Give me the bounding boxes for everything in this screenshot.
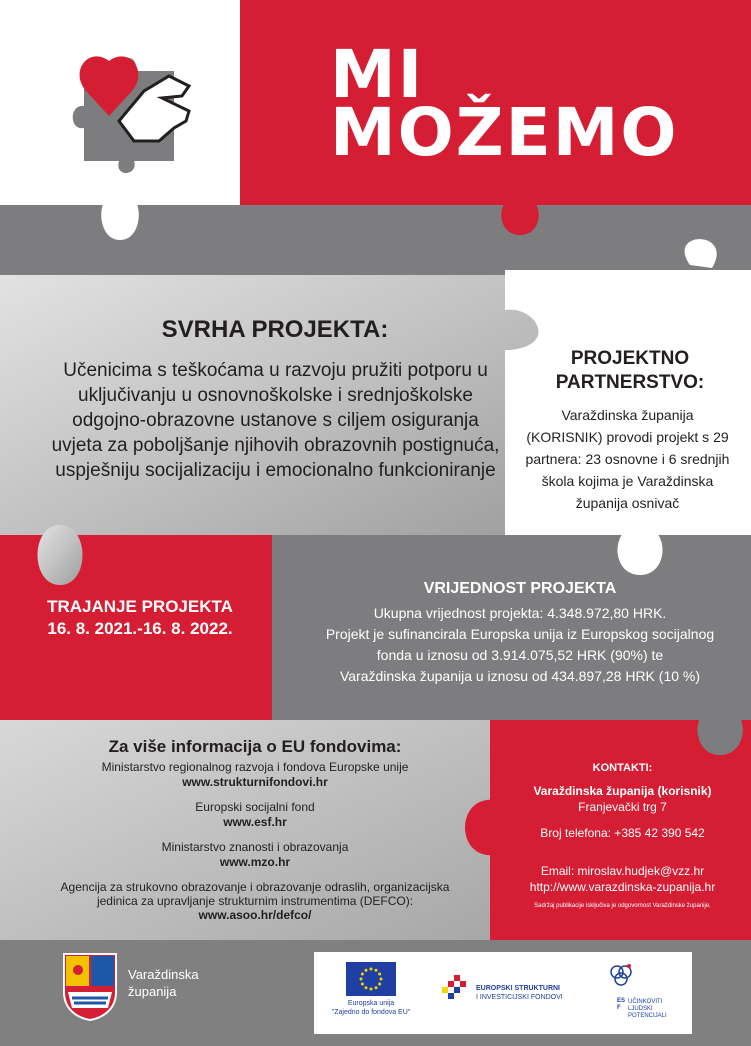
eu-caption [322,999,420,1017]
duration-heading: TRAJANJE PROJEKTA [47,597,233,616]
contacts-email[interactable]: Email: miroslav.hudjek@vzz.hr [540,864,705,878]
esf-caption [628,999,667,1020]
project-logo [64,36,224,186]
duration-dates: 16. 8. 2021.-16. 8. 2022. [47,619,233,638]
duration-block [20,596,260,640]
puzzle-knob-silver-down [38,525,83,585]
puzzle-knob-white-down [618,525,663,575]
partnership-text: Varaždinska županija (KORISNIK) provodi projekt s 29 partnera: 23 osnovne i 6 srednjih škola kojima je Varaždinska županija osnivač [525,407,730,511]
contacts-web[interactable]: http://www.varazdinska-zupanija.hr [529,880,716,894]
esf-emblem-icon [608,962,634,996]
contacts-heading: KONTAKTI: [592,762,653,774]
partnership-heading [520,347,740,395]
value-line-4: Varaždinska županija u iznosu od 434.897,28 HRK (10 %) [339,668,701,684]
value-block [300,580,740,687]
partnership-heading-line-1: PROJEKTNO [570,348,690,369]
eu-caption-line-2: "Zajedno do fondova EU" [331,1009,411,1016]
purpose-heading: SVRHA PROJEKTA: [161,316,389,343]
puzzle-knob-gray-down [698,705,743,755]
puzzle-knob-red [501,195,539,235]
info-item-1-link[interactable]: www.strukturnifondovi.hr [182,775,328,789]
info-item-3-link[interactable]: www.mzo.hr [219,855,291,869]
county-name-line-1: Varaždinska [128,967,199,982]
contacts-block [500,762,745,910]
purpose-text: Učenicima s teškoćama u razvoju pružiti potporu u uključivanju u osnovnoškolske i srednjoškolske odgojno-obrazovne ustanove s ciljem osiguranja uvjeta za poboljšanje njihovih obrazovnih postignuća, uspješniju socijalizaciju i emocionalno funkcioniranje [51,360,500,481]
info-item-2-link[interactable]: www.esf.hr [223,815,287,829]
info-item-3-name: Ministarstvo znanosti i obrazovanja [161,840,349,854]
puzzle-knob-white [101,190,139,240]
partnership-heading-line-2: PARTNERSTVO: [555,372,705,393]
info-heading: Za više informacija o EU fondovima: [108,737,402,756]
info-item-4-name: Agencija za strukovno obrazovanje i obrazovanje odraslih, organizacijska jedinica za upravljanje strukturnim instrumentima (DEFCO): [60,880,450,908]
contacts-disclaimer: Sadržaj publikacije isključiva je odgovornost Varaždinske županije. [534,903,711,909]
value-line-2: Projekt je sufinancirala Europska unija iz Europskog socijalnog [325,626,715,642]
esf-caption-line-2: LJUDSKI [628,1006,653,1012]
info-item-1-name: Ministarstvo regionalnog razvoja i fondova Europske unije [101,760,409,774]
esf-caption-line-1: UČINKOVITI [628,999,663,1005]
info-item-2-name: Europski socijalni fond [195,800,315,814]
info-block [20,737,490,923]
contacts-address: Franjevački trg 7 [578,800,667,814]
puzzle-knob-white-right [685,239,717,268]
value-heading: VRIJEDNOST PROJEKTA [423,580,617,597]
county-name-line-2: županija [128,984,177,999]
funds-caption-line-1: EUROPSKI STRUKTURNI [476,985,561,992]
county-name [128,966,199,1000]
title-line-1: MI [330,36,425,113]
value-line-3: fonda u iznosu od 3.914.075,52 HRK (90%) te [376,647,664,663]
esf-caption-line-3: POTENCIJALI [628,1013,667,1019]
contacts-org: Varaždinska županija (korisnik) [533,784,712,798]
info-item-4-link[interactable]: www.asoo.hr/defco/ [198,908,312,922]
funds-caption [476,984,563,1002]
title-line-2: MOŽEMO [330,94,679,171]
eu-caption-line-1: Europska unija [347,1000,395,1007]
esf-letters: ESF [617,998,626,1011]
contacts-phone: Broj telefona: +385 42 390 542 [540,826,705,840]
eu-flag-icon [346,962,396,996]
funds-caption-line-2: I INVESTICIJSKI FONDOVI [476,994,563,1001]
value-line-1: Ukupna vrijednost projekta: 4.348.972,80 HRK. [373,605,667,621]
county-coat-of-arms-icon [62,952,118,1022]
checkerboard-icon [442,975,472,1005]
